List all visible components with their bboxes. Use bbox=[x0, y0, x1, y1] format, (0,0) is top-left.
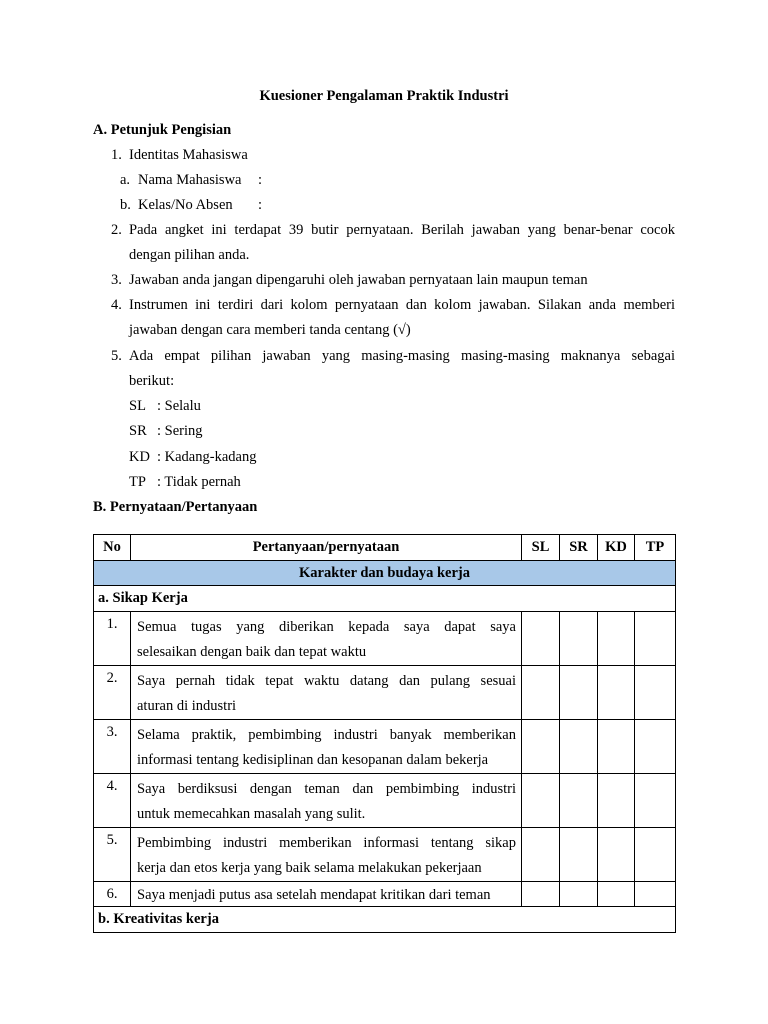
row-statement-line-1: Pembimbing industri memberikan informasi tentang sikap bbox=[137, 835, 516, 851]
row-statement-line-2: kerja dan etos kerja yang baik selama melakukan pekerjaan bbox=[137, 860, 482, 876]
item-4-line-1: Instrumen ini terdiri dari kolom pernyataan dan kolom jawaban. Silakan anda memberi bbox=[129, 297, 675, 313]
row-statement bbox=[131, 612, 522, 666]
header-tp: TP bbox=[635, 535, 676, 561]
answer-cell-sr[interactable] bbox=[560, 882, 598, 907]
table-row bbox=[94, 882, 676, 907]
answer-cell-kd[interactable] bbox=[598, 774, 635, 828]
questionnaire-table bbox=[93, 534, 676, 933]
header-sl: SL bbox=[522, 535, 560, 561]
answer-cell-sl[interactable] bbox=[522, 612, 560, 666]
page-title: Kuesioner Pengalaman Praktik Industri bbox=[259, 88, 509, 104]
row-statement bbox=[131, 774, 522, 828]
answer-cell-kd[interactable] bbox=[598, 828, 635, 882]
answer-cell-kd[interactable] bbox=[598, 882, 635, 907]
table-header-row bbox=[94, 535, 676, 561]
section-title-row bbox=[94, 561, 676, 586]
item-2-number: 2. bbox=[111, 222, 122, 238]
row-statement-line-2: untuk memecahkan masalah yang sulit. bbox=[137, 806, 366, 822]
legend-code-sr: SR bbox=[129, 423, 147, 439]
legend-code-tp: TP bbox=[129, 474, 146, 490]
answer-cell-sl[interactable] bbox=[522, 882, 560, 907]
sub-b-number: b. bbox=[120, 197, 131, 213]
answer-cell-sr[interactable] bbox=[560, 612, 598, 666]
item-1-number: 1. bbox=[111, 147, 122, 163]
row-statement-line-1: Saya menjadi putus asa setelah mendapat kritikan dari teman bbox=[137, 887, 491, 903]
header-sr: SR bbox=[560, 535, 598, 561]
answer-cell-sl[interactable] bbox=[522, 720, 560, 774]
subsection-b-title: b. Kreativitas kerja bbox=[94, 907, 676, 933]
answer-cell-sr[interactable] bbox=[560, 774, 598, 828]
answer-cell-sl[interactable] bbox=[522, 666, 560, 720]
row-number: 4. bbox=[94, 774, 131, 828]
row-statement bbox=[131, 882, 522, 907]
item-4-number: 4. bbox=[111, 297, 122, 313]
answer-cell-sr[interactable] bbox=[560, 666, 598, 720]
answer-cell-sl[interactable] bbox=[522, 828, 560, 882]
table-row bbox=[94, 612, 676, 666]
item-3-number: 3. bbox=[111, 272, 122, 288]
sub-a-colon: : bbox=[258, 172, 263, 188]
table-row bbox=[94, 720, 676, 774]
sub-a-label: Nama Mahasiswa bbox=[138, 172, 242, 188]
header-statement: Pertanyaan/pernyataan bbox=[131, 535, 522, 561]
item-4-line-2: jawaban dengan cara memberi tanda centang (√) bbox=[129, 322, 411, 338]
answer-cell-kd[interactable] bbox=[598, 720, 635, 774]
row-number: 5. bbox=[94, 828, 131, 882]
row-number: 6. bbox=[94, 882, 131, 907]
answer-cell-tp[interactable] bbox=[635, 666, 676, 720]
sub-b-colon: : bbox=[258, 197, 263, 213]
header-kd: KD bbox=[598, 535, 635, 561]
header-no: No bbox=[94, 535, 131, 561]
item-5-line-2: berikut: bbox=[129, 373, 175, 389]
answer-cell-tp[interactable] bbox=[635, 720, 676, 774]
subsection-row bbox=[94, 586, 676, 612]
table-row bbox=[94, 828, 676, 882]
item-2-line-1: Pada angket ini terdapat 39 butir pernyataan. Berilah jawaban yang benar-benar cocok bbox=[129, 222, 675, 238]
legend-code-kd: KD bbox=[129, 449, 150, 465]
answer-cell-tp[interactable] bbox=[635, 882, 676, 907]
row-statement-line-1: Saya pernah tidak tepat waktu datang dan pulang sesuai bbox=[137, 673, 516, 689]
row-statement-line-1: Semua tugas yang diberikan kepada saya dapat saya bbox=[137, 619, 516, 635]
row-statement bbox=[131, 666, 522, 720]
answer-cell-tp[interactable] bbox=[635, 774, 676, 828]
answer-cell-sl[interactable] bbox=[522, 774, 560, 828]
row-statement bbox=[131, 720, 522, 774]
row-statement bbox=[131, 828, 522, 882]
table-row bbox=[94, 666, 676, 720]
legend-desc-sr: : Sering bbox=[157, 423, 203, 439]
legend-desc-sl: : Selalu bbox=[157, 398, 201, 414]
item-1-text: Identitas Mahasiswa bbox=[129, 147, 248, 163]
item-5-line-1: Ada empat pilihan jawaban yang masing-masing masing-masing maknanya sebagai bbox=[129, 348, 675, 364]
sub-b-label: Kelas/No Absen bbox=[138, 197, 233, 213]
answer-cell-kd[interactable] bbox=[598, 666, 635, 720]
row-statement-line-1: Saya berdiksusi dengan teman dan pembimbing industri bbox=[137, 781, 516, 797]
section-a-heading: A. Petunjuk Pengisian bbox=[93, 122, 232, 138]
answer-cell-tp[interactable] bbox=[635, 612, 676, 666]
answer-cell-sr[interactable] bbox=[560, 720, 598, 774]
section-title: Karakter dan budaya kerja bbox=[94, 561, 676, 586]
legend-code-sl: SL bbox=[129, 398, 146, 414]
row-statement-line-2: informasi tentang kedisiplinan dan kesopanan dalam bekerja bbox=[137, 752, 489, 768]
answer-cell-tp[interactable] bbox=[635, 828, 676, 882]
row-number: 3. bbox=[94, 720, 131, 774]
row-number: 2. bbox=[94, 666, 131, 720]
section-b-heading: B. Pernyataan/Pertanyaan bbox=[93, 499, 258, 515]
subsection-row bbox=[94, 907, 676, 933]
item-2-line-2: dengan pilihan anda. bbox=[129, 247, 250, 263]
row-statement-line-2: aturan di industri bbox=[137, 698, 237, 714]
row-statement-line-1: Selama praktik, pembimbing industri banyak memberikan bbox=[137, 727, 516, 743]
row-statement-line-2: selesaikan dengan baik dan tepat waktu bbox=[137, 644, 367, 660]
row-number: 1. bbox=[94, 612, 131, 666]
item-5-number: 5. bbox=[111, 348, 122, 364]
answer-cell-sr[interactable] bbox=[560, 828, 598, 882]
table-row bbox=[94, 774, 676, 828]
sub-a-number: a. bbox=[120, 172, 131, 188]
item-3-text: Jawaban anda jangan dipengaruhi oleh jawaban pernyataan lain maupun teman bbox=[129, 272, 588, 288]
legend-desc-kd: : Kadang-kadang bbox=[157, 449, 257, 465]
answer-cell-kd[interactable] bbox=[598, 612, 635, 666]
subsection-a-title: a. Sikap Kerja bbox=[94, 586, 676, 612]
legend-desc-tp: : Tidak pernah bbox=[157, 474, 241, 490]
